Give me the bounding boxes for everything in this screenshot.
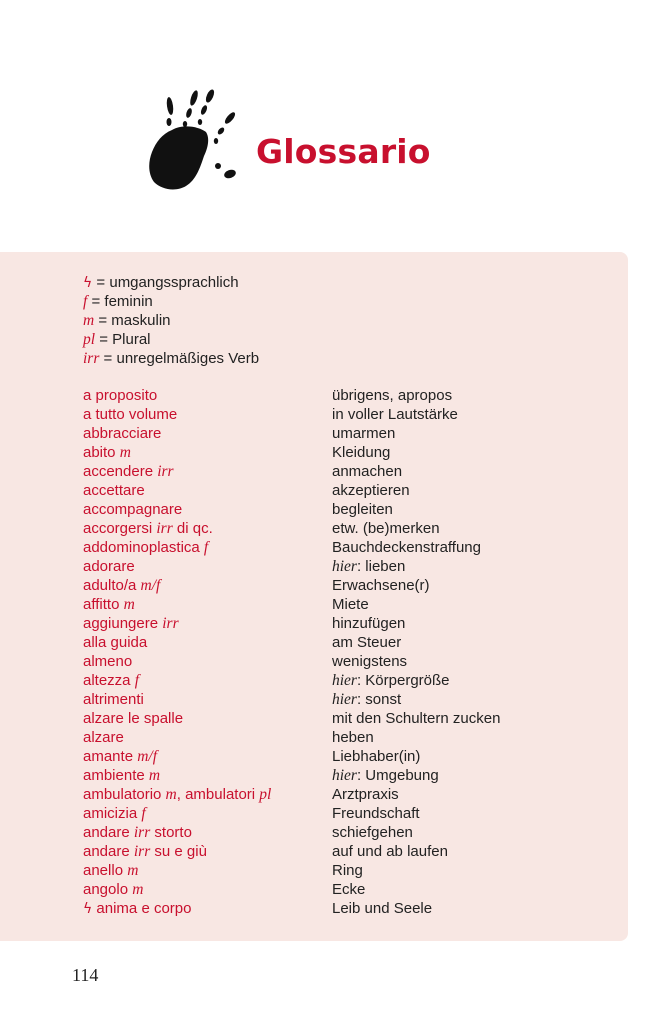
glossary-entry — [83, 823, 583, 842]
german-translation — [332, 557, 405, 576]
page-title: Glossario — [256, 132, 431, 171]
term-text: a proposito — [83, 387, 158, 404]
lightning-icon: ϟ — [83, 901, 93, 917]
term-text: amicizia — [83, 805, 142, 822]
glossary-entry — [83, 899, 583, 918]
grammar-marker: m — [165, 786, 177, 803]
term-text: addominoplastica — [83, 539, 204, 556]
italian-term — [83, 728, 124, 747]
term-text: übrigens, apropos — [332, 387, 453, 404]
glossary-entry — [83, 595, 583, 614]
german-translation — [332, 766, 439, 785]
term-text: accendere — [83, 463, 158, 480]
term-text: angolo — [83, 881, 133, 898]
glossary-entry — [83, 538, 583, 557]
term-text: ambiente — [83, 767, 149, 784]
term-text: begleiten — [332, 501, 393, 518]
italian-term — [83, 880, 143, 899]
legend-item-feminine — [83, 292, 259, 311]
term-text: amante — [83, 748, 138, 765]
term-text: , ambulatori — [176, 786, 260, 803]
italian-term — [83, 424, 161, 443]
glossary-entry — [83, 766, 583, 785]
term-text: andare — [83, 824, 134, 841]
german-translation — [332, 899, 432, 918]
legend-abbr: irr — [83, 350, 100, 367]
glossary-entry — [83, 633, 583, 652]
german-translation — [332, 386, 452, 405]
grammar-marker: hier — [332, 558, 357, 575]
term-text: altezza — [83, 672, 135, 689]
term-text: : Umgebung — [356, 767, 439, 784]
german-translation — [332, 671, 450, 690]
grammar-marker: hier — [332, 672, 357, 689]
german-translation — [332, 690, 401, 709]
term-text: am Steuer — [332, 634, 402, 651]
italian-term — [83, 823, 192, 842]
italian-term — [83, 861, 138, 880]
german-translation — [332, 538, 481, 557]
term-text: Ecke — [332, 881, 366, 898]
glossary-entry — [83, 424, 583, 443]
term-text: Miete — [332, 596, 369, 613]
german-translation — [332, 500, 393, 519]
term-text: accorgersi — [83, 520, 157, 537]
term-text: alla guida — [83, 634, 148, 651]
term-text: : lieben — [356, 558, 406, 575]
glossary-entry — [83, 671, 583, 690]
term-text: umarmen — [332, 425, 396, 442]
grammar-marker: hier — [332, 691, 357, 708]
term-text: storto — [150, 824, 192, 841]
glossary-entry — [83, 880, 583, 899]
german-translation — [332, 709, 500, 728]
legend-text: = umgangssprachlich — [96, 274, 239, 291]
term-text: Kleidung — [332, 444, 391, 461]
glossary-entry — [83, 614, 583, 633]
term-text: aggiungere — [83, 615, 163, 632]
glossary-entry — [83, 481, 583, 500]
page-number: 114 — [72, 965, 99, 985]
term-text: Freundschaft — [332, 805, 420, 822]
term-text: schiefgehen — [332, 824, 413, 841]
german-translation — [332, 747, 420, 766]
legend-text: = maskulin — [98, 312, 171, 329]
glossary-entry — [83, 557, 583, 576]
term-text: etw. (be)merken — [332, 520, 440, 537]
glossary-entry — [83, 462, 583, 481]
term-text: hinzufügen — [332, 615, 406, 632]
glossary-entry — [83, 576, 583, 595]
german-translation — [332, 595, 369, 614]
legend-abbr: pl — [83, 331, 96, 348]
grammar-marker: irr — [157, 463, 174, 480]
glossary-entry — [83, 709, 583, 728]
term-text: anima e corpo — [92, 900, 192, 917]
legend-text: = unregelmäßiges Verb — [103, 350, 260, 367]
lightning-icon: ϟ — [83, 275, 93, 291]
abbreviation-legend — [83, 273, 259, 368]
legend-text: = Plural — [99, 331, 151, 348]
legend-abbr: m — [83, 312, 95, 329]
term-text: altrimenti — [83, 691, 144, 708]
italian-term — [83, 500, 182, 519]
grammar-marker: f — [203, 539, 209, 556]
german-translation — [332, 443, 390, 462]
grammar-marker: m — [127, 862, 139, 879]
grammar-marker: m/f — [140, 577, 161, 594]
glossary-entry — [83, 690, 583, 709]
glossary-entry — [83, 443, 583, 462]
grammar-marker: irr — [162, 615, 179, 632]
italian-term — [83, 538, 208, 557]
german-translation — [332, 842, 448, 861]
glossary-entry — [83, 386, 583, 405]
term-text: abito — [83, 444, 120, 461]
german-translation — [332, 614, 405, 633]
glossary-entry — [83, 405, 583, 424]
german-translation — [332, 861, 363, 880]
glossary-entry — [83, 804, 583, 823]
glossary-list — [83, 386, 583, 918]
term-text: Ring — [332, 862, 363, 879]
grammar-marker: m — [132, 881, 144, 898]
term-text: adulto/a — [83, 577, 141, 594]
german-translation — [332, 576, 430, 595]
term-text: Liebhaber(in) — [332, 748, 421, 765]
german-translation — [332, 519, 440, 538]
italian-term — [83, 481, 145, 500]
italian-term — [83, 785, 271, 804]
legend-text: = feminin — [91, 293, 153, 310]
glossary-entry — [83, 747, 583, 766]
grammar-marker: m/f — [137, 748, 158, 765]
italian-term — [83, 633, 147, 652]
term-text: heben — [332, 729, 374, 746]
term-text: alzare le spalle — [83, 710, 184, 727]
term-text: di qc. — [172, 520, 213, 537]
german-translation — [332, 880, 365, 899]
term-text: ambulatorio — [83, 786, 166, 803]
term-text: wenigstens — [332, 653, 408, 670]
italian-term — [83, 747, 157, 766]
glossary-entry — [83, 842, 583, 861]
italian-term — [83, 405, 177, 424]
grammar-marker: irr — [133, 843, 151, 860]
glossary-entry — [83, 728, 583, 747]
italian-term — [83, 766, 160, 785]
italian-term — [83, 595, 135, 614]
grammar-marker: m — [119, 444, 131, 461]
german-translation — [332, 462, 402, 481]
term-text: accettare — [83, 482, 145, 499]
hand-print-icon — [146, 86, 250, 194]
term-text: almeno — [83, 653, 133, 670]
grammar-marker: irr — [133, 824, 151, 841]
glossary-entry — [83, 519, 583, 538]
italian-term — [83, 462, 174, 481]
italian-term — [83, 842, 207, 861]
italian-term — [83, 709, 183, 728]
term-text: su e giù — [150, 843, 207, 860]
grammar-marker: pl — [259, 786, 272, 803]
grammar-marker: f — [134, 672, 140, 689]
italian-term — [83, 519, 213, 538]
italian-term — [83, 690, 144, 709]
glossary-entry — [83, 861, 583, 880]
italian-term — [83, 386, 157, 405]
term-text: auf und ab laufen — [332, 843, 448, 860]
legend-item-colloquial — [83, 273, 259, 292]
term-text: a tutto volume — [83, 406, 178, 423]
legend-abbr: f — [83, 293, 88, 310]
grammar-marker: f — [141, 805, 146, 822]
glossary-entry — [83, 500, 583, 519]
term-text: anmachen — [332, 463, 403, 480]
term-text: akzeptieren — [332, 482, 410, 499]
term-text: andare — [83, 843, 134, 860]
grammar-marker: hier — [332, 767, 357, 784]
term-text: affitto — [83, 596, 124, 613]
german-translation — [332, 424, 395, 443]
term-text: : Körpergröße — [356, 672, 450, 689]
term-text: accompagnare — [83, 501, 183, 518]
german-translation — [332, 633, 401, 652]
glossary-entry — [83, 652, 583, 671]
term-text: anello — [83, 862, 128, 879]
term-text: in voller Lautstärke — [332, 406, 458, 423]
legend-item-irregular — [83, 349, 259, 368]
italian-term — [83, 671, 139, 690]
german-translation — [332, 652, 407, 671]
italian-term — [83, 652, 132, 671]
term-text: abbracciare — [83, 425, 162, 442]
term-text: Arztpraxis — [332, 786, 399, 803]
german-translation — [332, 785, 399, 804]
italian-term — [83, 557, 135, 576]
german-translation — [332, 728, 374, 747]
italian-term — [83, 804, 146, 823]
grammar-marker: m — [123, 596, 135, 613]
legend-item-masculine — [83, 311, 259, 330]
term-text: Bauchdeckenstraffung — [332, 539, 481, 556]
grammar-marker: irr — [156, 520, 173, 537]
term-text: mit den Schultern zucken — [332, 710, 501, 727]
italian-term — [83, 614, 179, 633]
italian-term — [83, 576, 160, 595]
term-text: : sonst — [356, 691, 402, 708]
glossary-entry — [83, 785, 583, 804]
italian-term — [83, 899, 191, 919]
term-text: Erwachsene(r) — [332, 577, 430, 594]
german-translation — [332, 405, 458, 424]
legend-item-plural — [83, 330, 259, 349]
term-text: adorare — [83, 558, 135, 575]
term-text: Leib und Seele — [332, 900, 433, 917]
german-translation — [332, 804, 420, 823]
italian-term — [83, 443, 131, 462]
german-translation — [332, 481, 410, 500]
term-text: alzare — [83, 729, 124, 746]
german-translation — [332, 823, 413, 842]
grammar-marker: m — [148, 767, 161, 784]
